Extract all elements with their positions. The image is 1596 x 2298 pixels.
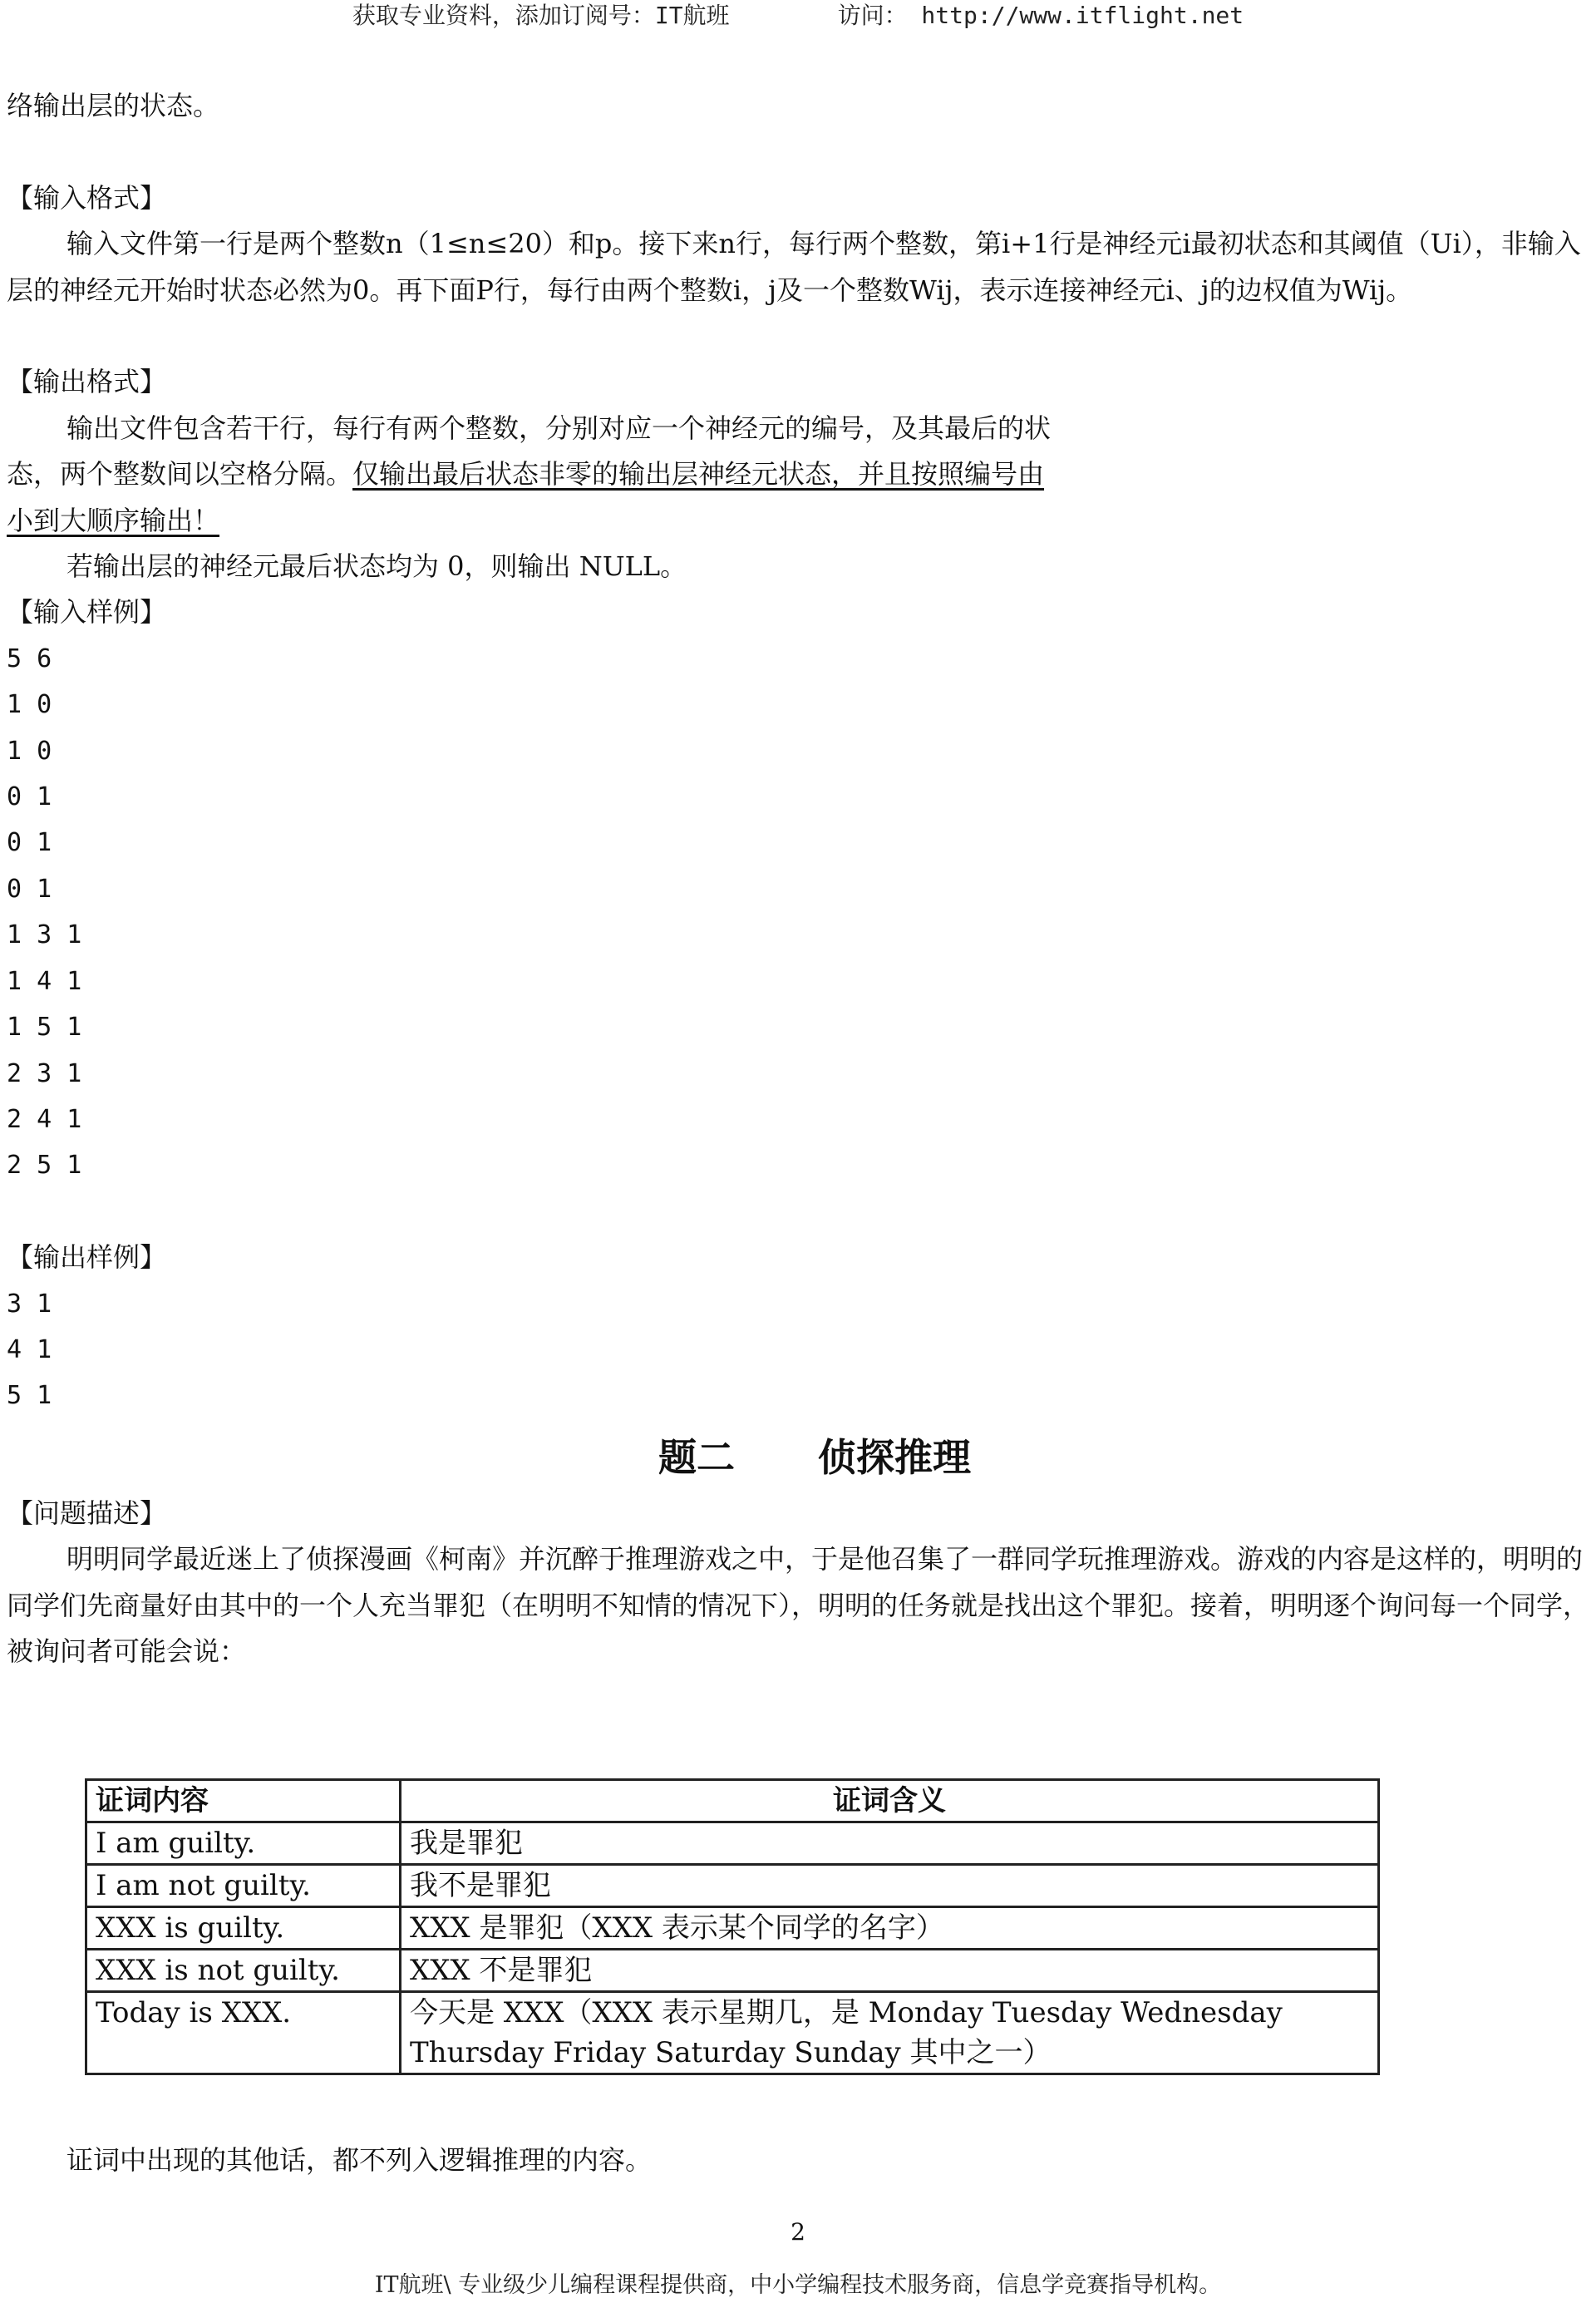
document-body bbox=[7, 83, 1589, 1674]
sample-input-line: 1 3 1 bbox=[7, 920, 82, 950]
output-format-line1: 输出文件包含若干行，每行有两个整数，分别对应一个神经元的编号，及其最后的状 bbox=[66, 412, 1052, 444]
testimony-table bbox=[85, 1778, 1380, 2075]
table-row bbox=[86, 1907, 1379, 1950]
table-cell-meaning: XXX 不是罪犯 bbox=[401, 1950, 1379, 1992]
output-format-emphasis: 仅输出最后状态非零的输出层神经元状态，并且按照编号由 bbox=[352, 458, 1045, 491]
sample-output-block bbox=[7, 1281, 1589, 1419]
table-row bbox=[86, 1992, 1379, 2074]
output-null-note: 若输出层的神经元最后状态均为 0，则输出 NULL。 bbox=[66, 550, 687, 583]
sample-output-line: 3 1 bbox=[7, 1289, 52, 1319]
table-cell-meaning: 我不是罪犯 bbox=[401, 1865, 1379, 1907]
after-table-note: 证词中出现的其他话，都不列入逻辑推理的内容。 bbox=[66, 2144, 653, 2176]
output-format-emphasis-end: 小到大顺序输出！ bbox=[7, 504, 220, 536]
sample-input-block bbox=[7, 636, 1589, 1189]
header-subscription-text: 获取专业资料，添加订阅号：IT航班 bbox=[352, 2, 730, 29]
sample-input-line: 2 5 1 bbox=[7, 1151, 82, 1181]
table-header-row bbox=[86, 1780, 1379, 1822]
output-format-heading: 【输出格式】 bbox=[7, 366, 167, 398]
sample-output-line: 4 1 bbox=[7, 1334, 52, 1364]
sample-input-line: 0 1 bbox=[7, 874, 52, 904]
sample-input-heading: 【输入样例】 bbox=[7, 596, 167, 629]
table-row bbox=[86, 1865, 1379, 1907]
sample-input-line: 5 6 bbox=[7, 644, 52, 673]
input-format-heading: 【输入格式】 bbox=[7, 181, 167, 214]
problem-description-heading: 【问题描述】 bbox=[7, 1497, 167, 1529]
table-cell-meaning: 我是罪犯 bbox=[401, 1822, 1379, 1865]
header-site-link[interactable]: 访问： http://www.itflight.net bbox=[837, 2, 1244, 29]
table-cell-meaning: XXX 是罪犯（XXX 表示某个同学的名字） bbox=[401, 1907, 1379, 1950]
table-row bbox=[86, 1950, 1379, 1992]
sample-input-line: 0 1 bbox=[7, 782, 52, 812]
section-number: 题二 bbox=[658, 1434, 735, 1480]
sample-input-line: 1 5 1 bbox=[7, 1013, 82, 1043]
table-cell-statement: I am guilty. bbox=[86, 1822, 401, 1865]
table-header-cell: 证词内容 bbox=[86, 1780, 401, 1822]
problem-description-text: 明明同学最近迷上了侦探漫画《柯南》并沉醉于推理游戏之中，于是他召集了一群同学玩推理游戏。游戏的内容是这样的，明明的同学们先商量好由其中的一个人充当罪犯（在明明不知情的情况下），明明的任务就是找出这个罪犯。接着，明明逐个询问每一个同学，被询问者可能会说： bbox=[7, 1543, 1590, 1667]
continued-line: 络输出层的状态。 bbox=[7, 90, 220, 121]
sample-input-line: 1 0 bbox=[7, 736, 52, 766]
sample-output-heading: 【输出样例】 bbox=[7, 1241, 167, 1274]
sample-input-line: 1 0 bbox=[7, 690, 52, 720]
table-cell-statement: I am not guilty. bbox=[86, 1865, 401, 1907]
output-format-line2-plain: 态，两个整数间以空格分隔。 bbox=[7, 458, 353, 491]
sample-input-line: 2 3 1 bbox=[7, 1058, 82, 1088]
table-row bbox=[86, 1822, 1379, 1865]
output-format-line3 bbox=[7, 498, 1589, 544]
table-cell-statement: Today is XXX. bbox=[86, 1992, 401, 2074]
table-header-cell: 证词含义 bbox=[401, 1780, 1379, 1822]
table-cell-statement: XXX is guilty. bbox=[86, 1907, 401, 1950]
section-title bbox=[7, 1424, 1589, 1491]
page-number: 2 bbox=[791, 2218, 805, 2246]
table-cell-meaning: 今天是 XXX（XXX 表示星期几，是 Monday Tuesday Wednesday Thursday Friday Saturday Sunday 其中之一） bbox=[401, 1992, 1379, 2074]
sample-output-line: 5 1 bbox=[7, 1381, 52, 1411]
sample-input-line: 0 1 bbox=[7, 828, 52, 858]
input-format-text: 输入文件第一行是两个整数n（1≤n≤20）和p。接下来n行，每行两个整数，第i+1行是神经元i最初状态和其阈值（Ui），非输入层的神经元开始时状态必然为0。再下面P行，每行由两个整数i，j及一个整数Wij，表示连接神经元i、j的边权值为Wij。 bbox=[7, 228, 1581, 306]
table-cell-statement: XXX is not guilty. bbox=[86, 1950, 401, 1992]
sample-input-line: 1 4 1 bbox=[7, 966, 82, 996]
page-footer: IT航班\ 专业级少儿编程课程提供商，中小学编程技术服务商，信息学竞赛指导机构。 bbox=[374, 2272, 1222, 2298]
page-header bbox=[0, 0, 1596, 32]
sample-input-line: 2 4 1 bbox=[7, 1104, 82, 1134]
output-format-line2 bbox=[7, 451, 1589, 497]
section-name: 侦探推理 bbox=[818, 1434, 971, 1480]
